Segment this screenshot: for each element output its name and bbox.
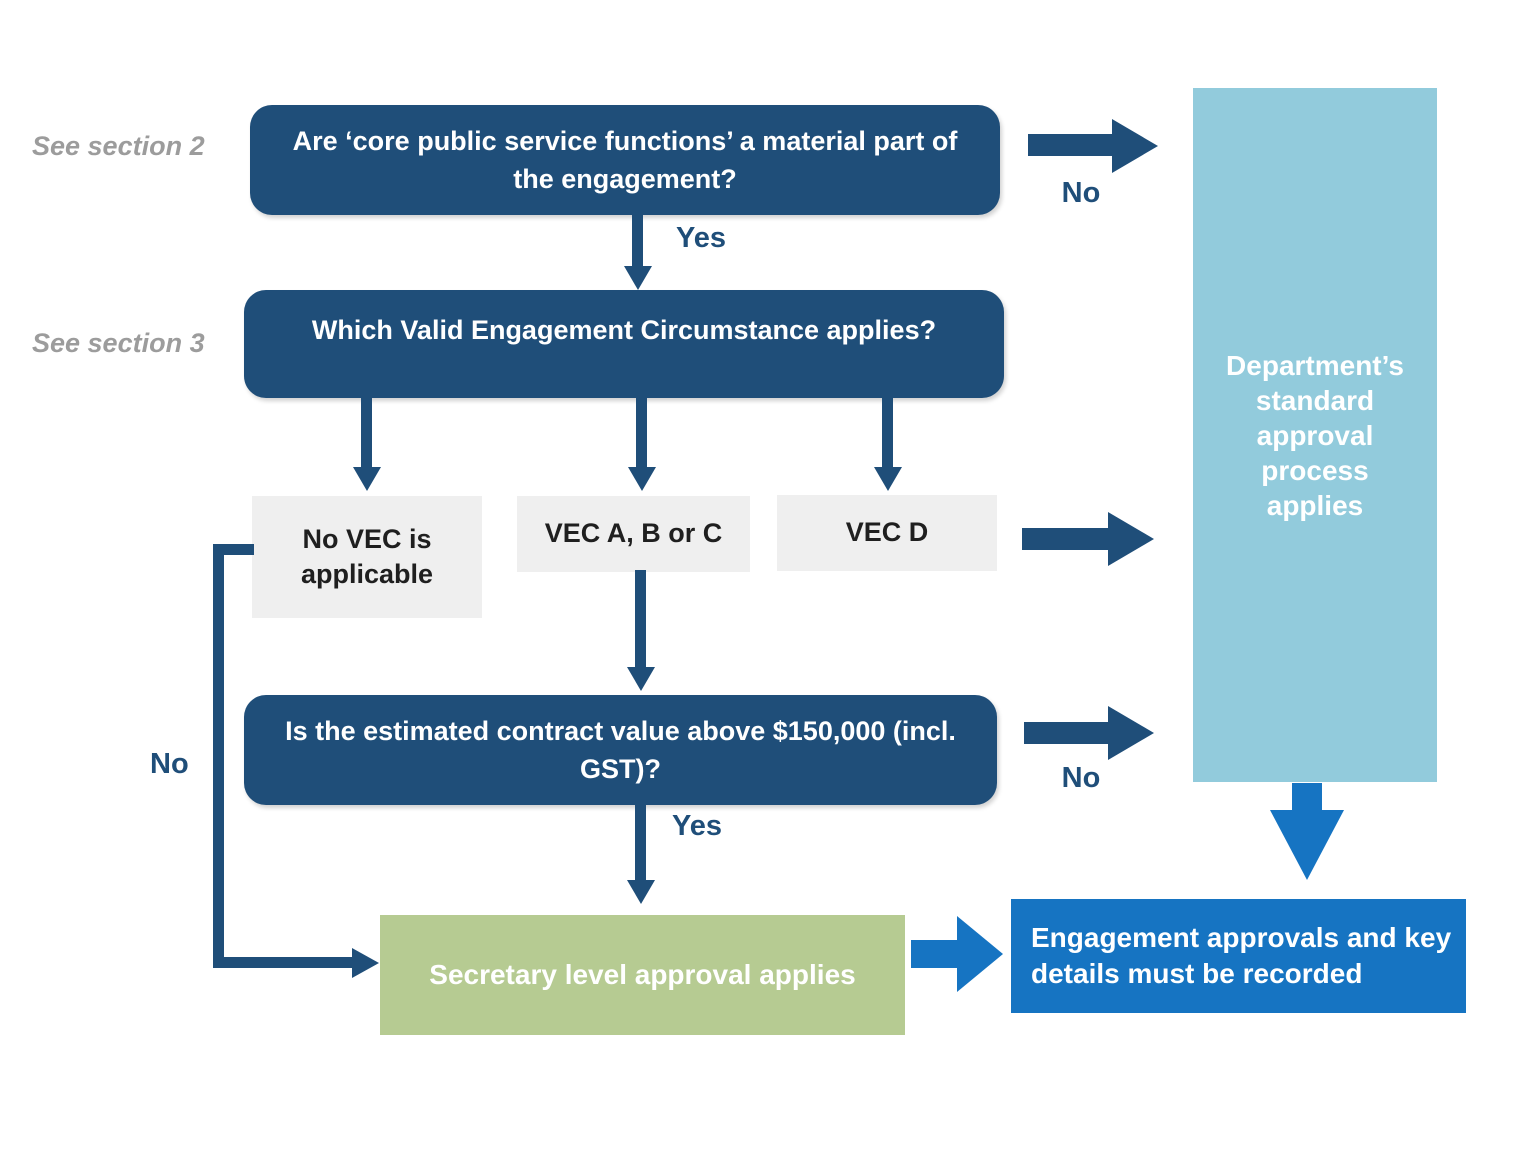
arrow-standard-to-record-shaft bbox=[1292, 783, 1322, 812]
arrow-vecd-head bbox=[1108, 512, 1154, 566]
see-section-2-label: See section 2 bbox=[32, 131, 205, 161]
arrow-secretary-to-record-shaft bbox=[911, 940, 957, 968]
secretary-approval-box: Secretary level approval applies bbox=[380, 915, 905, 1035]
decision-core-functions-box: Are ‘core public service functions’ a material part of the engagement? bbox=[250, 105, 1000, 215]
branch-vecabc-line bbox=[636, 398, 647, 468]
elbow-no-vertical-segment bbox=[213, 544, 224, 968]
edge-label-yes-bottom: Yes bbox=[672, 810, 722, 842]
arrow-yes-bottom-head bbox=[627, 880, 655, 904]
elbow-no-bottom-segment bbox=[213, 957, 353, 968]
arrow-no-right-shaft bbox=[1024, 722, 1108, 744]
branch-novec-head bbox=[353, 467, 381, 491]
decision-which-vec-box: Which Valid Engagement Circumstance applies? bbox=[244, 290, 1004, 398]
elbow-no-head bbox=[352, 948, 379, 978]
arrow-vecabc-down-head bbox=[627, 667, 655, 691]
branch-vecabc-head bbox=[628, 467, 656, 491]
edge-label-no-right: No bbox=[1061, 762, 1101, 794]
branch-vecd-head bbox=[874, 467, 902, 491]
no-vec-applicable-box: No VEC is applicable bbox=[252, 496, 482, 618]
arrow-no-right-head bbox=[1108, 706, 1154, 760]
edge-label-no-top: No bbox=[1061, 177, 1101, 209]
edge-label-no-left: No bbox=[150, 748, 189, 780]
arrow-yes-top-line bbox=[632, 215, 643, 267]
vec-abc-box: VEC A, B or C bbox=[517, 496, 750, 572]
arrow-no-top-head bbox=[1112, 119, 1158, 173]
edge-label-yes-top: Yes bbox=[676, 222, 726, 254]
arrow-secretary-to-record-head bbox=[957, 916, 1003, 992]
arrow-yes-bottom-line bbox=[635, 805, 646, 881]
decision-contract-value-box: Is the estimated contract value above $150,000 (incl. GST)? bbox=[244, 695, 997, 805]
see-section-3-label: See section 3 bbox=[32, 328, 205, 358]
arrow-standard-to-record-head bbox=[1270, 810, 1344, 880]
arrow-yes-top-head bbox=[624, 266, 652, 290]
branch-novec-line bbox=[361, 398, 372, 468]
branch-vecd-line bbox=[882, 398, 893, 468]
record-requirement-box: Engagement approvals and key details must be recorded bbox=[1011, 899, 1466, 1013]
vec-d-box: VEC D bbox=[777, 495, 997, 571]
standard-approval-box: Department’s standard approval process applies bbox=[1193, 88, 1437, 782]
arrow-vecabc-down-line bbox=[635, 570, 646, 668]
arrow-no-top-shaft bbox=[1028, 134, 1112, 156]
arrow-vecd-shaft bbox=[1022, 528, 1108, 550]
